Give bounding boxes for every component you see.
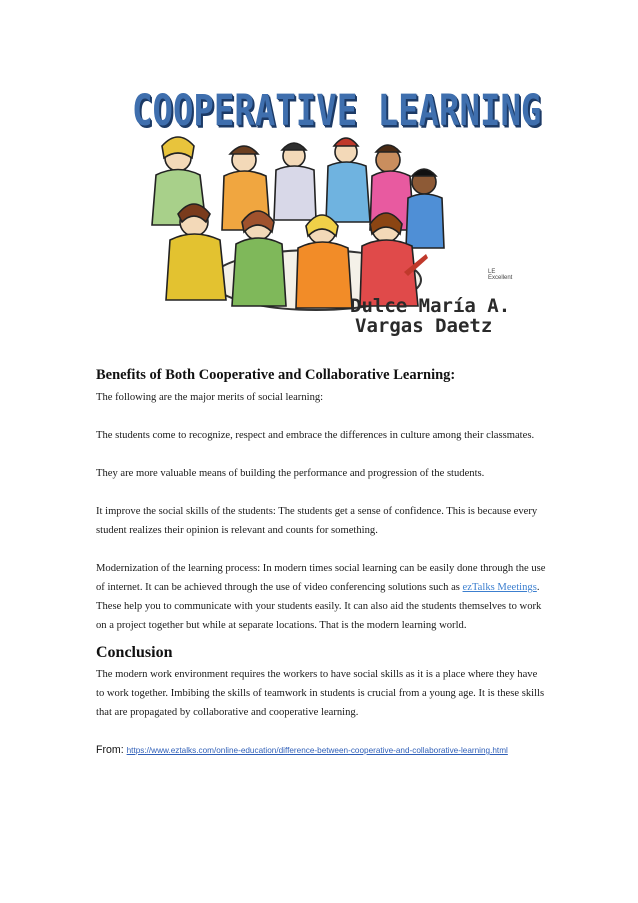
- source-citation: [96, 741, 546, 760]
- benefit-paragraph-4-start: Modernization of the learning process: In modern times social learning can be easily done through the use of internet. It can be achieved through the use of video conferencing solutions such as: [96, 563, 546, 593]
- students-around-table-illustration: [126, 130, 446, 320]
- eztalks-meetings-link[interactable]: ezTalks Meetings: [462, 582, 537, 593]
- image-title: COOPERATIVE LEARNING: [132, 86, 542, 136]
- conclusion-paragraph: The modern work environment requires the workers to have social skills as it is a place where they have to work together. Imbibing the skills of teamwork in students is crucial from a young age. It is these skills that are propagated by collaborative and cooperative learning.: [96, 669, 545, 718]
- section-heading-benefits: Benefits of Both Cooperative and Collaborative Learning:: [96, 367, 456, 383]
- publisher-stamp: LE Excellent: [488, 269, 513, 281]
- benefit-paragraph-2: They are more valuable means of building the performance and progression of the students.: [96, 468, 485, 479]
- benefit-paragraph-4-end: . These help you to communicate with your students easily. It can also aid the students themselves to work on a project together but while at separate locations. That is the modern learning world.: [96, 582, 542, 631]
- benefit-paragraph-1: The students come to recognize, respect and embrace the differences in culture among their classmates.: [96, 430, 535, 441]
- author-credit: [350, 296, 550, 336]
- benefit-paragraph-3: It improve the social skills of the students: The students get a sense of confidence. This is because every student realizes their opinion is relevant and counts for something.: [96, 506, 538, 536]
- author-line-1: Dulce María A.: [350, 295, 511, 317]
- document-body: [96, 366, 546, 760]
- benefits-intro: The following are the major merits of social learning:: [96, 392, 324, 403]
- source-url-link[interactable]: https://www.eztalks.com/online-education/difference-between-cooperative-and-collaborative-learning.html: [126, 746, 508, 755]
- section-heading-conclusion: Conclusion: [96, 644, 173, 661]
- benefit-paragraph-4: [96, 559, 546, 635]
- author-line-2: Vargas Daetz: [355, 315, 493, 337]
- source-label: From:: [96, 744, 127, 756]
- cover-image: [118, 84, 542, 340]
